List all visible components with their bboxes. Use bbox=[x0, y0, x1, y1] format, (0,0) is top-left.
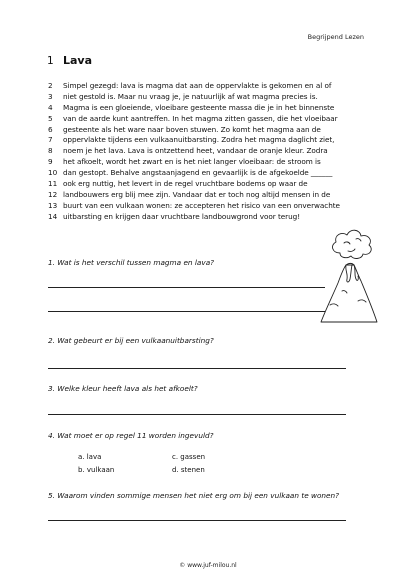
line-number: 9 bbox=[48, 157, 53, 167]
text-line bbox=[48, 156, 388, 167]
line-text: landbouwers erg blij mee zijn. Vandaar dat er toch nog altijd mensen in de bbox=[63, 189, 331, 199]
text-line bbox=[48, 211, 388, 222]
line-text: dan gestopt. Behalve angstaanjagend en gevaarlijk is de afgekoelde ______ bbox=[63, 168, 333, 178]
line-number: 4 bbox=[48, 102, 53, 112]
line-text: gesteente als het ware naar boven stuwen. Zo komt het magma aan de bbox=[63, 124, 321, 134]
line-number: 14 bbox=[48, 211, 58, 221]
line-text: niet gestold is. Maar nu vraag je, je natuurlijk af wat magma precies is. bbox=[63, 91, 318, 101]
line-text: oppervlakte tijdens een vulkaanuitbarsting. Zodra het magma daglicht ziet, bbox=[63, 135, 335, 145]
text-line bbox=[48, 102, 388, 113]
line-number: 12 bbox=[48, 189, 58, 199]
title-number: 1 bbox=[47, 55, 54, 67]
line-number: 5 bbox=[48, 113, 53, 123]
answer-line-2[interactable] bbox=[48, 368, 346, 369]
reading-text bbox=[48, 80, 388, 222]
text-line bbox=[48, 91, 388, 102]
line-number: 6 bbox=[48, 124, 53, 134]
line-number: 8 bbox=[48, 146, 53, 156]
text-line bbox=[48, 200, 388, 211]
line-number: 10 bbox=[48, 168, 58, 178]
question-5: 5. Waarom vinden sommige mensen het niet erg om bij een vulkaan te wonen? bbox=[48, 491, 340, 500]
answer-line-3[interactable] bbox=[48, 414, 346, 415]
answer-line-1b[interactable] bbox=[48, 311, 325, 312]
text-line bbox=[48, 189, 388, 200]
text-line bbox=[48, 145, 388, 156]
question-3: 3. Welke kleur heeft lava als het afkoelt? bbox=[48, 384, 198, 393]
line-text: Magma is een gloeiende, vloeibare gesteente massa die je in het binnenste bbox=[63, 102, 335, 112]
question-1: 1. Wat is het verschil tussen magma en lava? bbox=[48, 258, 215, 267]
footer-credit: © www.juf-milou.nl bbox=[179, 562, 237, 569]
text-line bbox=[48, 113, 388, 124]
option-c[interactable]: c. gassen bbox=[172, 453, 206, 461]
text-line bbox=[48, 134, 388, 145]
line-number: 7 bbox=[48, 135, 53, 145]
line-text: van de aarde kunt aantreffen. In het magma zitten gassen, die het vloeibaar bbox=[63, 113, 338, 123]
option-d[interactable]: d. stenen bbox=[172, 466, 205, 474]
line-text: noem je het lava. Lava is ontzettend heet, vandaar de oranje kleur. Zodra bbox=[63, 146, 328, 156]
line-text: uitbarsting en krijgen daar vruchtbare landbouwgrond voor terug! bbox=[63, 211, 301, 221]
line-number: 2 bbox=[48, 80, 53, 90]
option-b[interactable]: b. vulkaan bbox=[78, 466, 115, 474]
line-text: Simpel gezegd: lava is magma dat aan de oppervlakte is gekomen en al of bbox=[63, 80, 332, 90]
line-text: buurt van een vulkaan wonen: ze accepteren het risico van een onverwachte bbox=[63, 200, 340, 210]
answer-line-1a[interactable] bbox=[48, 287, 325, 288]
page-title: Lava bbox=[63, 54, 93, 67]
line-text: het afkoelt, wordt het zwart en is het niet langer vloeibaar: de stroom is bbox=[63, 157, 321, 167]
option-a[interactable]: a. lava bbox=[78, 453, 102, 461]
question-2: 2. Wat gebeurt er bij een vulkaanuitbarsting? bbox=[48, 336, 214, 345]
text-line bbox=[48, 80, 388, 91]
line-number: 11 bbox=[48, 178, 58, 188]
line-number: 3 bbox=[48, 91, 53, 101]
volcano-icon bbox=[318, 225, 380, 325]
text-line bbox=[48, 178, 388, 189]
answer-line-5[interactable] bbox=[48, 520, 346, 521]
line-number: 13 bbox=[48, 200, 58, 210]
text-line bbox=[48, 124, 388, 135]
header-label: Begrijpend Lezen bbox=[307, 33, 364, 41]
text-line bbox=[48, 167, 388, 178]
line-text: ook erg nuttig, het levert in de regel vruchtbare bodems op waar de bbox=[63, 178, 308, 188]
title-row bbox=[47, 54, 92, 67]
question-4: 4. Wat moet er op regel 11 worden ingevuld? bbox=[48, 431, 214, 440]
